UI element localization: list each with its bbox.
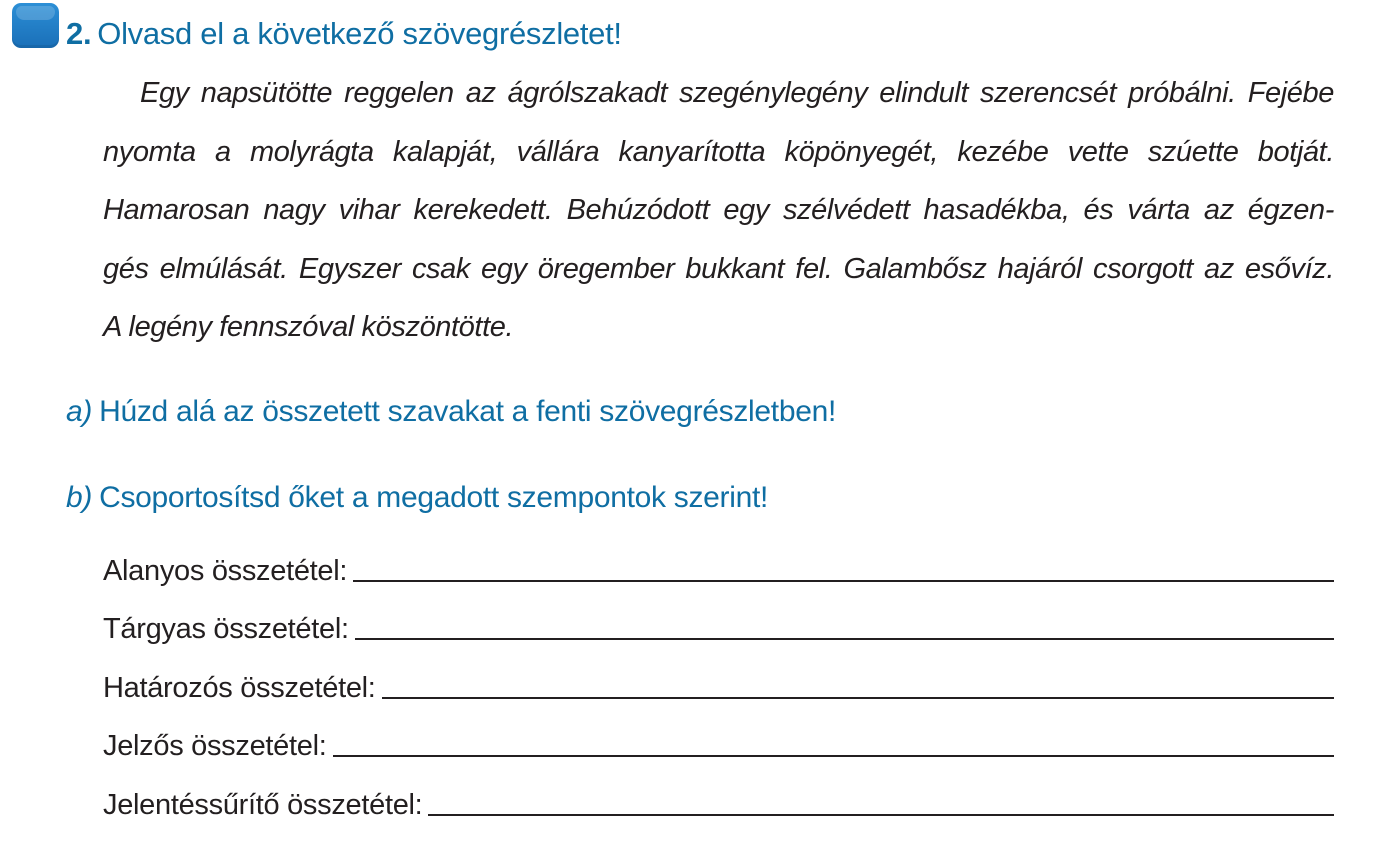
answer-field-alanyos[interactable] [353,580,1334,582]
passage-line: nyomta a molyrágta kalapját, vállára kanyarította köpönyegét, kezébe vette szúette botját. [103,135,1334,168]
answer-label-jelentessurito: Jelentéssűrítő összetétel: [103,788,423,821]
answer-field-jelentessurito[interactable] [428,814,1334,816]
passage-line: A legény fennszóval köszöntötte. [103,311,514,343]
task-header [66,14,622,54]
task-marker-icon [12,3,59,48]
subtask-a-letter: a) [66,395,93,428]
passage-line: Egy napsütötte reggelen az ágrólszakadt szegénylegény elindult szerencsét próbálni. Fejébe [140,77,1334,109]
subtask-b [66,478,768,518]
answer-field-jelzos[interactable] [333,755,1335,757]
answer-row-targyas [103,591,1334,650]
passage-line: gés elmúlását. Egyszer csak egy öregember bukkant fel. Galambősz hajáról csorgott az esővíz. [103,252,1334,285]
answer-label-hatarozos: Határozós összetétel: [103,671,376,704]
task-title: Olvasd el a következő szövegrészletet! [97,16,622,51]
subtask-b-text: Csoportosítsd őket a megadott szempontok szerint! [99,481,769,514]
answer-label-targyas: Tárgyas összetétel: [103,613,349,645]
task-number: 2. [66,16,92,51]
answer-label-alanyos: Alanyos összetétel: [103,554,348,587]
answer-section [103,532,1334,825]
answer-label-jelzos: Jelzős összetétel: [103,730,327,762]
answer-row-jelzos [103,708,1334,767]
answer-field-targyas[interactable] [355,638,1334,640]
passage-line: Hamarosan nagy vihar kerekedett. Behúzódott egy szélvédett hasadékba, és várta az égzen- [103,194,1334,226]
reading-passage [103,64,1334,357]
subtask-a-text: Húzd alá az összetett szavakat a fenti szövegrészletben! [99,395,837,428]
answer-row-jelentessuritő [103,766,1334,825]
answer-field-hatarozos[interactable] [382,697,1334,699]
subtask-a [66,392,836,432]
answer-row-alanyos [103,532,1334,591]
answer-row-hatarozos [103,649,1334,708]
subtask-b-letter: b) [66,481,93,514]
